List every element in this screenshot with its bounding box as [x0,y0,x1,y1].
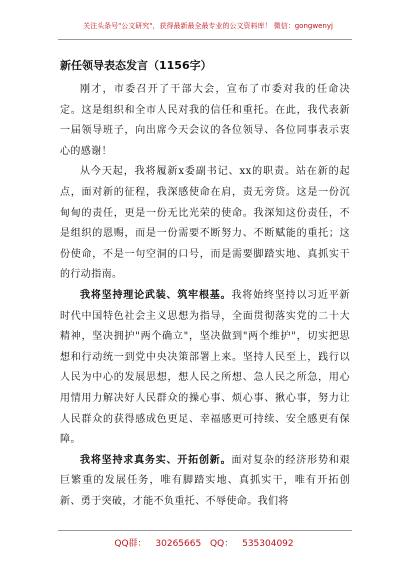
header-note: 关注头条号"公文研究"，获得最新最全最专业的公文资料库！ 微信：gongwenyj [83,22,333,30]
paragraph [60,80,350,162]
paragraph [60,451,350,513]
paragraph-text: 面对复杂的经济形势和艰巨繁重的发展任务，唯有脚踏实地、真抓实干，唯有开拓创新、勇于突破，才能不负重托、不辱使命。我们将 [60,454,350,507]
paragraph-lead: 我将坚持求真务实、开拓创新。 [80,454,232,466]
footer-divider [58,530,352,531]
paragraph-text: 刚才，市委召开了干部大会，宣布了市委对我的任命决定。这是组织和全市人民对我的信任和重托。在此，我代表新一届领导班子，向出席今天会议的各位领导、各位同事表示衷心的感谢！ [60,84,350,157]
paragraph-text: 从今天起，我将履新x委副书记、xx的职责。站在新的起点，面对新的征程，我深感使命在肩，责无旁贷。这是一份沉甸甸的责任，更是一份无比光荣的使命。我深知这份责任，不是组织的恩赐，而是一份需要不断努力、不断赋能的重托；这份使命，不是一句空洞的口号，而是需要脚踏实地、真抓实干的行动指南。 [60,166,350,281]
header-divider [58,39,352,40]
footer-contact: QQ群： 30265665 QQ： 535304092 [114,539,294,549]
paragraph-lead: 我将坚持理论武装、筑牢根基。 [80,289,232,301]
paragraph [60,162,350,286]
document-title: 新任领导表态发言（1156字） [60,59,212,72]
paragraph [60,286,350,451]
document-body [60,80,350,512]
paragraph-text: 我将始终坚持以习近平新时代中国特色社会主义思想为指导，全面贯彻落实党的二十大精神，坚决拥护"两个确立"，坚决做到"两个维护"，切实把思想和行动统一到党中央决策部署上来。坚持人民至上，践行以人民为中心的发展思想，想人民之所想、急人民之所急，用心用情用力解决好人民群众的操心事、烦心事、揪心事，努力让人民群众的获得感成色更足、幸福感更可持续、安全感更有保障。 [60,289,350,446]
